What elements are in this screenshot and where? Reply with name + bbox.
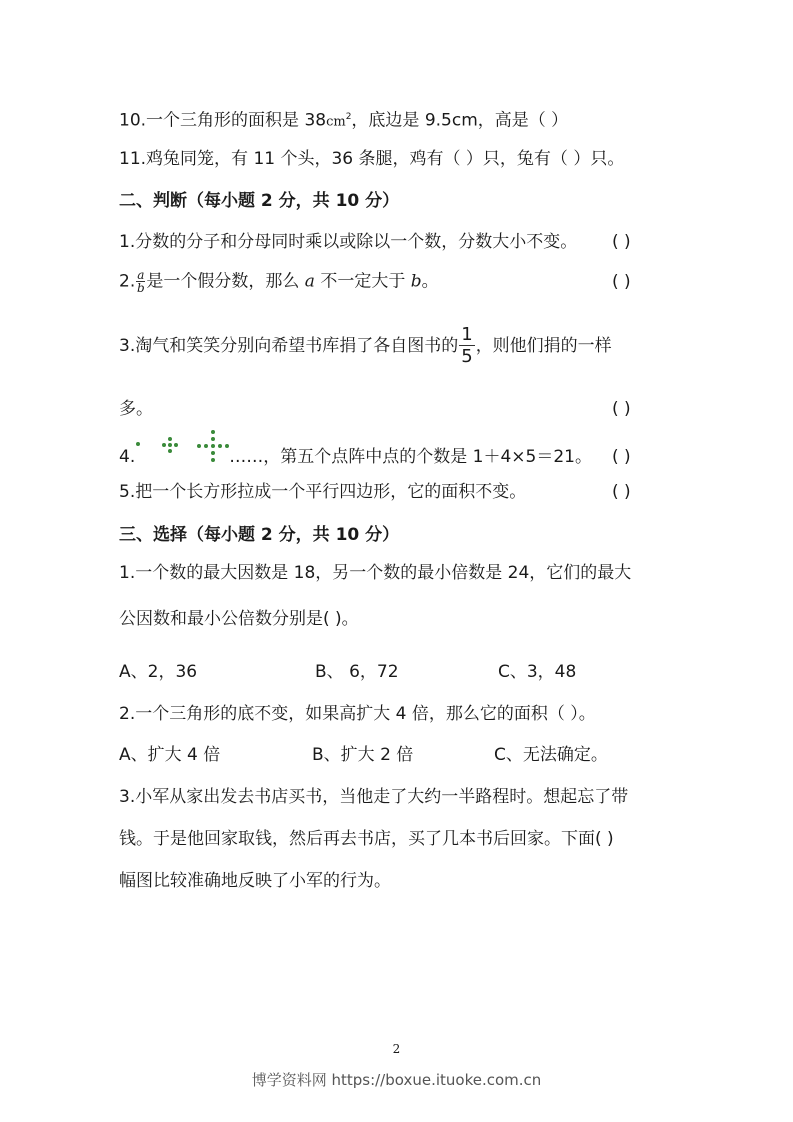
- frac-numerator: 1: [461, 324, 473, 345]
- var-a: a: [304, 271, 315, 292]
- choice-q2-option-b[interactable]: B、扩大 2 倍: [312, 745, 414, 765]
- choice-q1-option-b[interactable]: B、 6，72: [315, 662, 399, 682]
- dot: [197, 444, 201, 448]
- fraction-a-over-b: [136, 269, 145, 294]
- choice-q1-option-a[interactable]: A、2，36: [119, 662, 198, 682]
- choice-q1-option-c[interactable]: C、3，48: [498, 662, 577, 682]
- dot: [211, 451, 215, 455]
- dot: [174, 443, 178, 447]
- dot: [211, 444, 215, 448]
- dot: [211, 430, 215, 434]
- choice-q3-line3: 幅图比较准确地反映了小军的行为。: [119, 871, 391, 891]
- choice-q3-line1: 3.小军从家出发去书店买书，当他走了大约一半路程时。想起忘了带: [119, 787, 629, 807]
- section-3-heading: 三、选择（每小题 2 分，共 10 分）: [119, 525, 400, 545]
- footer-watermark: 博学资料网 https://boxue.ituoke.com.cn: [251, 1071, 542, 1089]
- choice-q2-option-c[interactable]: C、无法确定。: [494, 745, 608, 765]
- judge-q2-text-c: 。: [421, 271, 439, 292]
- dot: [225, 444, 229, 448]
- section-2-heading: 二、判断（每小题 2 分，共 10 分）: [119, 191, 400, 211]
- judge-q4-answer-blank[interactable]: ( ): [612, 447, 631, 467]
- judge-q1-answer-blank[interactable]: ( ): [612, 232, 631, 252]
- judge-q5: 5.把一个长方形拉成一个平行四边形，它的面积不变。: [119, 482, 527, 502]
- judge-q3-suffix: ，则他们捐的一样: [475, 336, 612, 356]
- choice-q3-line2: 钱。于是他回家取钱，然后再去书店，买了几本书后回家。下面( ): [119, 829, 614, 849]
- choice-q2-line1: 2.一个三角形的底不变，如果高扩大 4 倍，那么它的面积（ ）。: [119, 704, 596, 724]
- question-10: [119, 106, 568, 134]
- judge-q3-prefix: 3.淘气和笑笑分别向希望书库捐了各自图书的: [119, 336, 459, 356]
- dot: [211, 437, 215, 441]
- var-b: b: [410, 271, 422, 292]
- judge-q2-answer-blank[interactable]: ( ): [612, 272, 631, 292]
- dot: [218, 444, 222, 448]
- judge-q1: 1.分数的分子和分母同时乘以或除以一个数，分数大小不变。: [119, 232, 578, 252]
- judge-q4-label: 4.: [119, 447, 136, 467]
- fraction-one-fifth: [459, 326, 474, 366]
- judge-q2: [119, 269, 439, 294]
- choice-q1-line1: 1.一个数的最大因数是 18，另一个数的最小倍数是 24，它们的最大: [119, 563, 632, 583]
- dot: [162, 443, 166, 447]
- frac-numerator: a: [137, 268, 145, 282]
- judge-q5-answer-blank[interactable]: ( ): [612, 482, 631, 502]
- dot: [168, 449, 172, 453]
- q10-unit: cm: [326, 114, 346, 130]
- question-11: 11.鸡兔同笼，有 11 个头，36 条腿，鸡有（ ）只，兔有（ ）只。: [119, 149, 625, 169]
- dot: [204, 444, 208, 448]
- dot: [168, 443, 172, 447]
- judge-q2-label: 2.: [119, 271, 136, 292]
- frac-denominator: 5: [461, 346, 473, 367]
- q10-unit-sup: 2: [345, 112, 352, 122]
- choice-q1-line2: 公因数和最小公倍数分别是( )。: [119, 609, 359, 629]
- q10-suffix: ，底边是 9.5cm，高是（ ）: [351, 110, 569, 131]
- page-number: 2: [392, 1042, 401, 1056]
- dot: [168, 437, 172, 441]
- judge-q4: [119, 446, 592, 468]
- judge-q2-text-b: 不一定大于: [314, 271, 411, 292]
- judge-q3-answer-blank[interactable]: ( ): [612, 399, 631, 419]
- dot: [211, 458, 215, 462]
- judge-q3-line1: [119, 326, 612, 366]
- frac-denominator: b: [136, 281, 145, 295]
- judge-q4-text: ……，第五个点阵中点的个数是 1＋4×5＝21。: [229, 447, 592, 467]
- choice-q2-option-a[interactable]: A、扩大 4 倍: [119, 745, 221, 765]
- judge-q3-line2: 多。: [119, 399, 153, 419]
- q10-prefix: 10.一个三角形的面积是 38: [119, 110, 327, 131]
- judge-q2-text-a: 是一个假分数，那么: [146, 271, 305, 292]
- dot: [136, 442, 140, 446]
